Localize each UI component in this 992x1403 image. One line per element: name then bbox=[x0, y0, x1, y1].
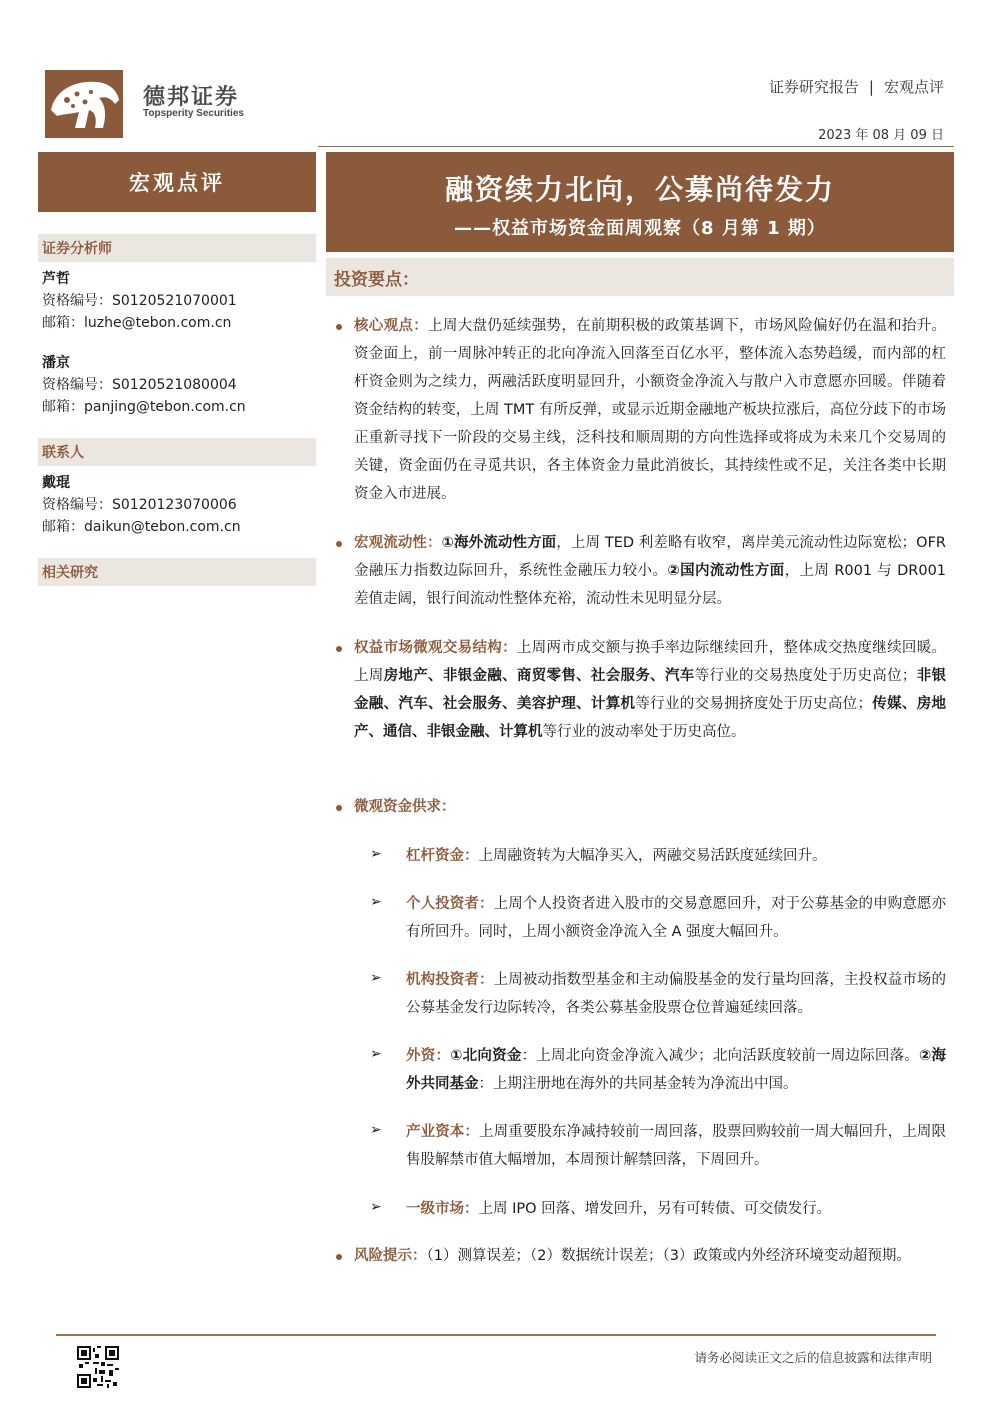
analyst-name: 芦哲 bbox=[42, 271, 70, 287]
sub-item-text: 上周个人投资者进入股市的交易意愿回升，对于公募基金的申购意愿亦有所回升。同时，上周小额资金净流入全 A 强度大幅回升。 bbox=[406, 896, 947, 940]
analyst-email[interactable]: 邮箱：panjing@tebon.com.cn bbox=[42, 399, 246, 415]
core-view-text: 上周大盘仍延续强势，在前期积极的政策基调下，市场风险偏好仍在温和抬升。资金面上，前一周脉冲转正的北向净流入回落至百亿水平，整体流入态势趋缓，而内部的杠杆资金则为之续力，两融活跃度明显回升，小额资金净流入与散户入市意愿亦回暖。伴随着资金结构的转变，上周 TMT 有所反弹，或显示近期金融地产板块拉涨后，高位分歧下的市场正重新寻找下一阶段的交易主线，泛科技和顺周期的方向性选择或将成为未来几个交易周的关键，资金面仍在寻觅共识，各主体资金力量此消彼长，其持续性或不足，关注各类中长期资金入市进展。 bbox=[354, 318, 947, 502]
report-subtitle: ——权益市场资金面周观察（8 月第 1 期） bbox=[454, 218, 826, 239]
report-type: 宏观点评 bbox=[883, 78, 944, 96]
sub-item-label: 杠杆资金： bbox=[406, 848, 479, 864]
domestic-liquidity-label: ②国内流动性方面 bbox=[667, 563, 785, 579]
trading-structure-text: 等行业的波动率处于历史高位。 bbox=[542, 724, 746, 740]
analyst-email[interactable]: 邮箱：luzhe@tebon.com.cn bbox=[42, 315, 232, 331]
bullet-icon bbox=[336, 324, 342, 330]
macro-liquidity-label: 宏观流动性： bbox=[354, 535, 442, 551]
header-category bbox=[769, 76, 944, 97]
domestic-liquidity-text: ，上周 R001 与 DR001 差值走阔，银行间流动性整体充裕，流动性未见明显分层。 bbox=[354, 563, 947, 607]
trading-structure-label: 权益市场微观交易结构： bbox=[354, 640, 517, 656]
arrow-bullet-icon: ➢ bbox=[370, 846, 382, 862]
sub-item-label: 外资： bbox=[406, 1048, 451, 1064]
header-divider bbox=[318, 146, 954, 147]
separator: | bbox=[868, 78, 874, 96]
crowded-industries: 非银金融、汽车、社会服务、美容护理、计算机 bbox=[354, 668, 947, 712]
volatile-industries: 传媒、房地产、通信、非银金融、计算机 bbox=[354, 696, 947, 740]
arrow-bullet-icon: ➢ bbox=[370, 1046, 382, 1062]
risk-warning-text: （1）测算误差；（2）数据统计误差；（3）政策或内外经济环境变动超预期。 bbox=[426, 1248, 911, 1264]
title-banner bbox=[326, 152, 954, 252]
report-date: 2023 年 08 月 09 日 bbox=[818, 128, 944, 143]
bullet-icon bbox=[336, 541, 342, 547]
arrow-bullet-icon: ➢ bbox=[370, 970, 382, 986]
report-title: 融资续力北向，公募尚待发力 bbox=[444, 173, 835, 206]
fund-supply-demand-heading bbox=[354, 793, 946, 821]
related-research-title: 相关研究 bbox=[38, 558, 316, 586]
analyst-name: 潘京 bbox=[42, 355, 70, 371]
left-report-type: 宏观点评 bbox=[38, 152, 316, 212]
analyst-section-title: 证券分析师 bbox=[38, 234, 316, 262]
arrow-bullet-icon: ➢ bbox=[370, 1199, 382, 1215]
trading-structure-text: 等行业的交易拥挤度处于历史高位； bbox=[635, 696, 872, 712]
contact-cert: 资格编号：S0120123070006 bbox=[42, 497, 237, 513]
sub-item-text: 上周融资转为大幅净买入，两融交易活跃度延续回升。 bbox=[478, 848, 827, 864]
sub-item-label: 机构投资者： bbox=[406, 972, 494, 988]
overseas-liquidity-text: ，上周 TED 利差略有收窄，离岸美元流动性边际宽松；OFR 金融压力指数边际回升，系统性金融压力较小。 bbox=[354, 535, 947, 579]
sub-item-text: 上周被动指数型基金和主动偏股基金的发行量均回落，主投权益市场的公募基金发行边际转冷，各类公募基金股票仓位普遍延续回落。 bbox=[406, 972, 947, 1016]
sub-item-text: ：上期注册地在海外的共同基金转为净流出中国。 bbox=[478, 1076, 798, 1092]
trading-structure-paragraph bbox=[354, 634, 946, 746]
contact-name: 戴琨 bbox=[42, 475, 70, 491]
footer-divider bbox=[56, 1334, 936, 1336]
bullet-icon bbox=[336, 646, 342, 652]
macro-liquidity-paragraph bbox=[354, 529, 946, 613]
footer-disclaimer: 请务必阅读正文之后的信息披露和法律声明 bbox=[694, 1350, 932, 1365]
analyst-cert: 资格编号：S0120521080004 bbox=[42, 377, 237, 393]
core-view-paragraph bbox=[354, 312, 946, 508]
overseas-fund-label: ②海外共同基金 bbox=[406, 1048, 947, 1092]
logo-cn-text: 德邦证券 bbox=[143, 85, 240, 110]
sub-item-label: 个人投资者： bbox=[406, 896, 494, 912]
fund-supply-demand-label: 微观资金供求： bbox=[354, 799, 456, 815]
sub-item-primary-market bbox=[406, 1195, 946, 1223]
qr-code-icon bbox=[77, 1346, 119, 1388]
sub-item-institutional bbox=[406, 966, 946, 1022]
key-points-header: 投资要点： bbox=[326, 258, 954, 296]
northbound-label: ①北向资金 bbox=[450, 1048, 522, 1064]
core-view-label: 核心观点： bbox=[354, 318, 429, 334]
arrow-bullet-icon: ➢ bbox=[370, 1122, 382, 1138]
risk-warning-paragraph bbox=[354, 1242, 946, 1270]
sub-item-text: ：上周北向资金净流入减少；北向活跃度较前一周边际回落。 bbox=[521, 1048, 920, 1064]
trading-structure-text: 上周两市成交额与换手率边际继续回升，整体成交热度继续回暖。上周 bbox=[354, 640, 947, 684]
risk-warning-label: 风险提示： bbox=[354, 1248, 427, 1264]
sub-item-label: 一级市场： bbox=[406, 1201, 479, 1217]
sub-item-foreign bbox=[406, 1042, 946, 1098]
sub-item-individual bbox=[406, 890, 946, 946]
logo-en-text: Topsperity Securities bbox=[143, 108, 244, 119]
arrow-bullet-icon: ➢ bbox=[370, 894, 382, 910]
sub-item-industrial-capital bbox=[406, 1118, 946, 1174]
trading-structure-text: 等行业的交易热度处于历史高位； bbox=[694, 668, 917, 684]
bullet-icon bbox=[336, 805, 342, 811]
sub-item-text: 上周重要股东净减持较前一周回落，股票回购较前一周大幅回升，上周限售股解禁市值大幅增加，本周预计解禁回落，下周回升。 bbox=[406, 1124, 947, 1168]
tebon-logo-icon bbox=[45, 70, 123, 138]
sub-item-label: 产业资本： bbox=[406, 1124, 479, 1140]
report-category: 证券研究报告 bbox=[768, 78, 859, 96]
hot-industries: 房地产、非银金融、商贸零售、社会服务、汽车 bbox=[383, 668, 695, 684]
sub-item-leverage bbox=[406, 842, 946, 870]
contact-section-title: 联系人 bbox=[38, 438, 316, 466]
overseas-liquidity-label: ①海外流动性方面 bbox=[441, 535, 557, 551]
sub-item-text: 上周 IPO 回落、增发回升，另有可转债、可交债发行。 bbox=[478, 1201, 832, 1217]
bullet-icon bbox=[336, 1254, 342, 1260]
analyst-cert: 资格编号：S0120521070001 bbox=[42, 293, 237, 309]
contact-email[interactable]: 邮箱：daikun@tebon.com.cn bbox=[42, 519, 241, 535]
